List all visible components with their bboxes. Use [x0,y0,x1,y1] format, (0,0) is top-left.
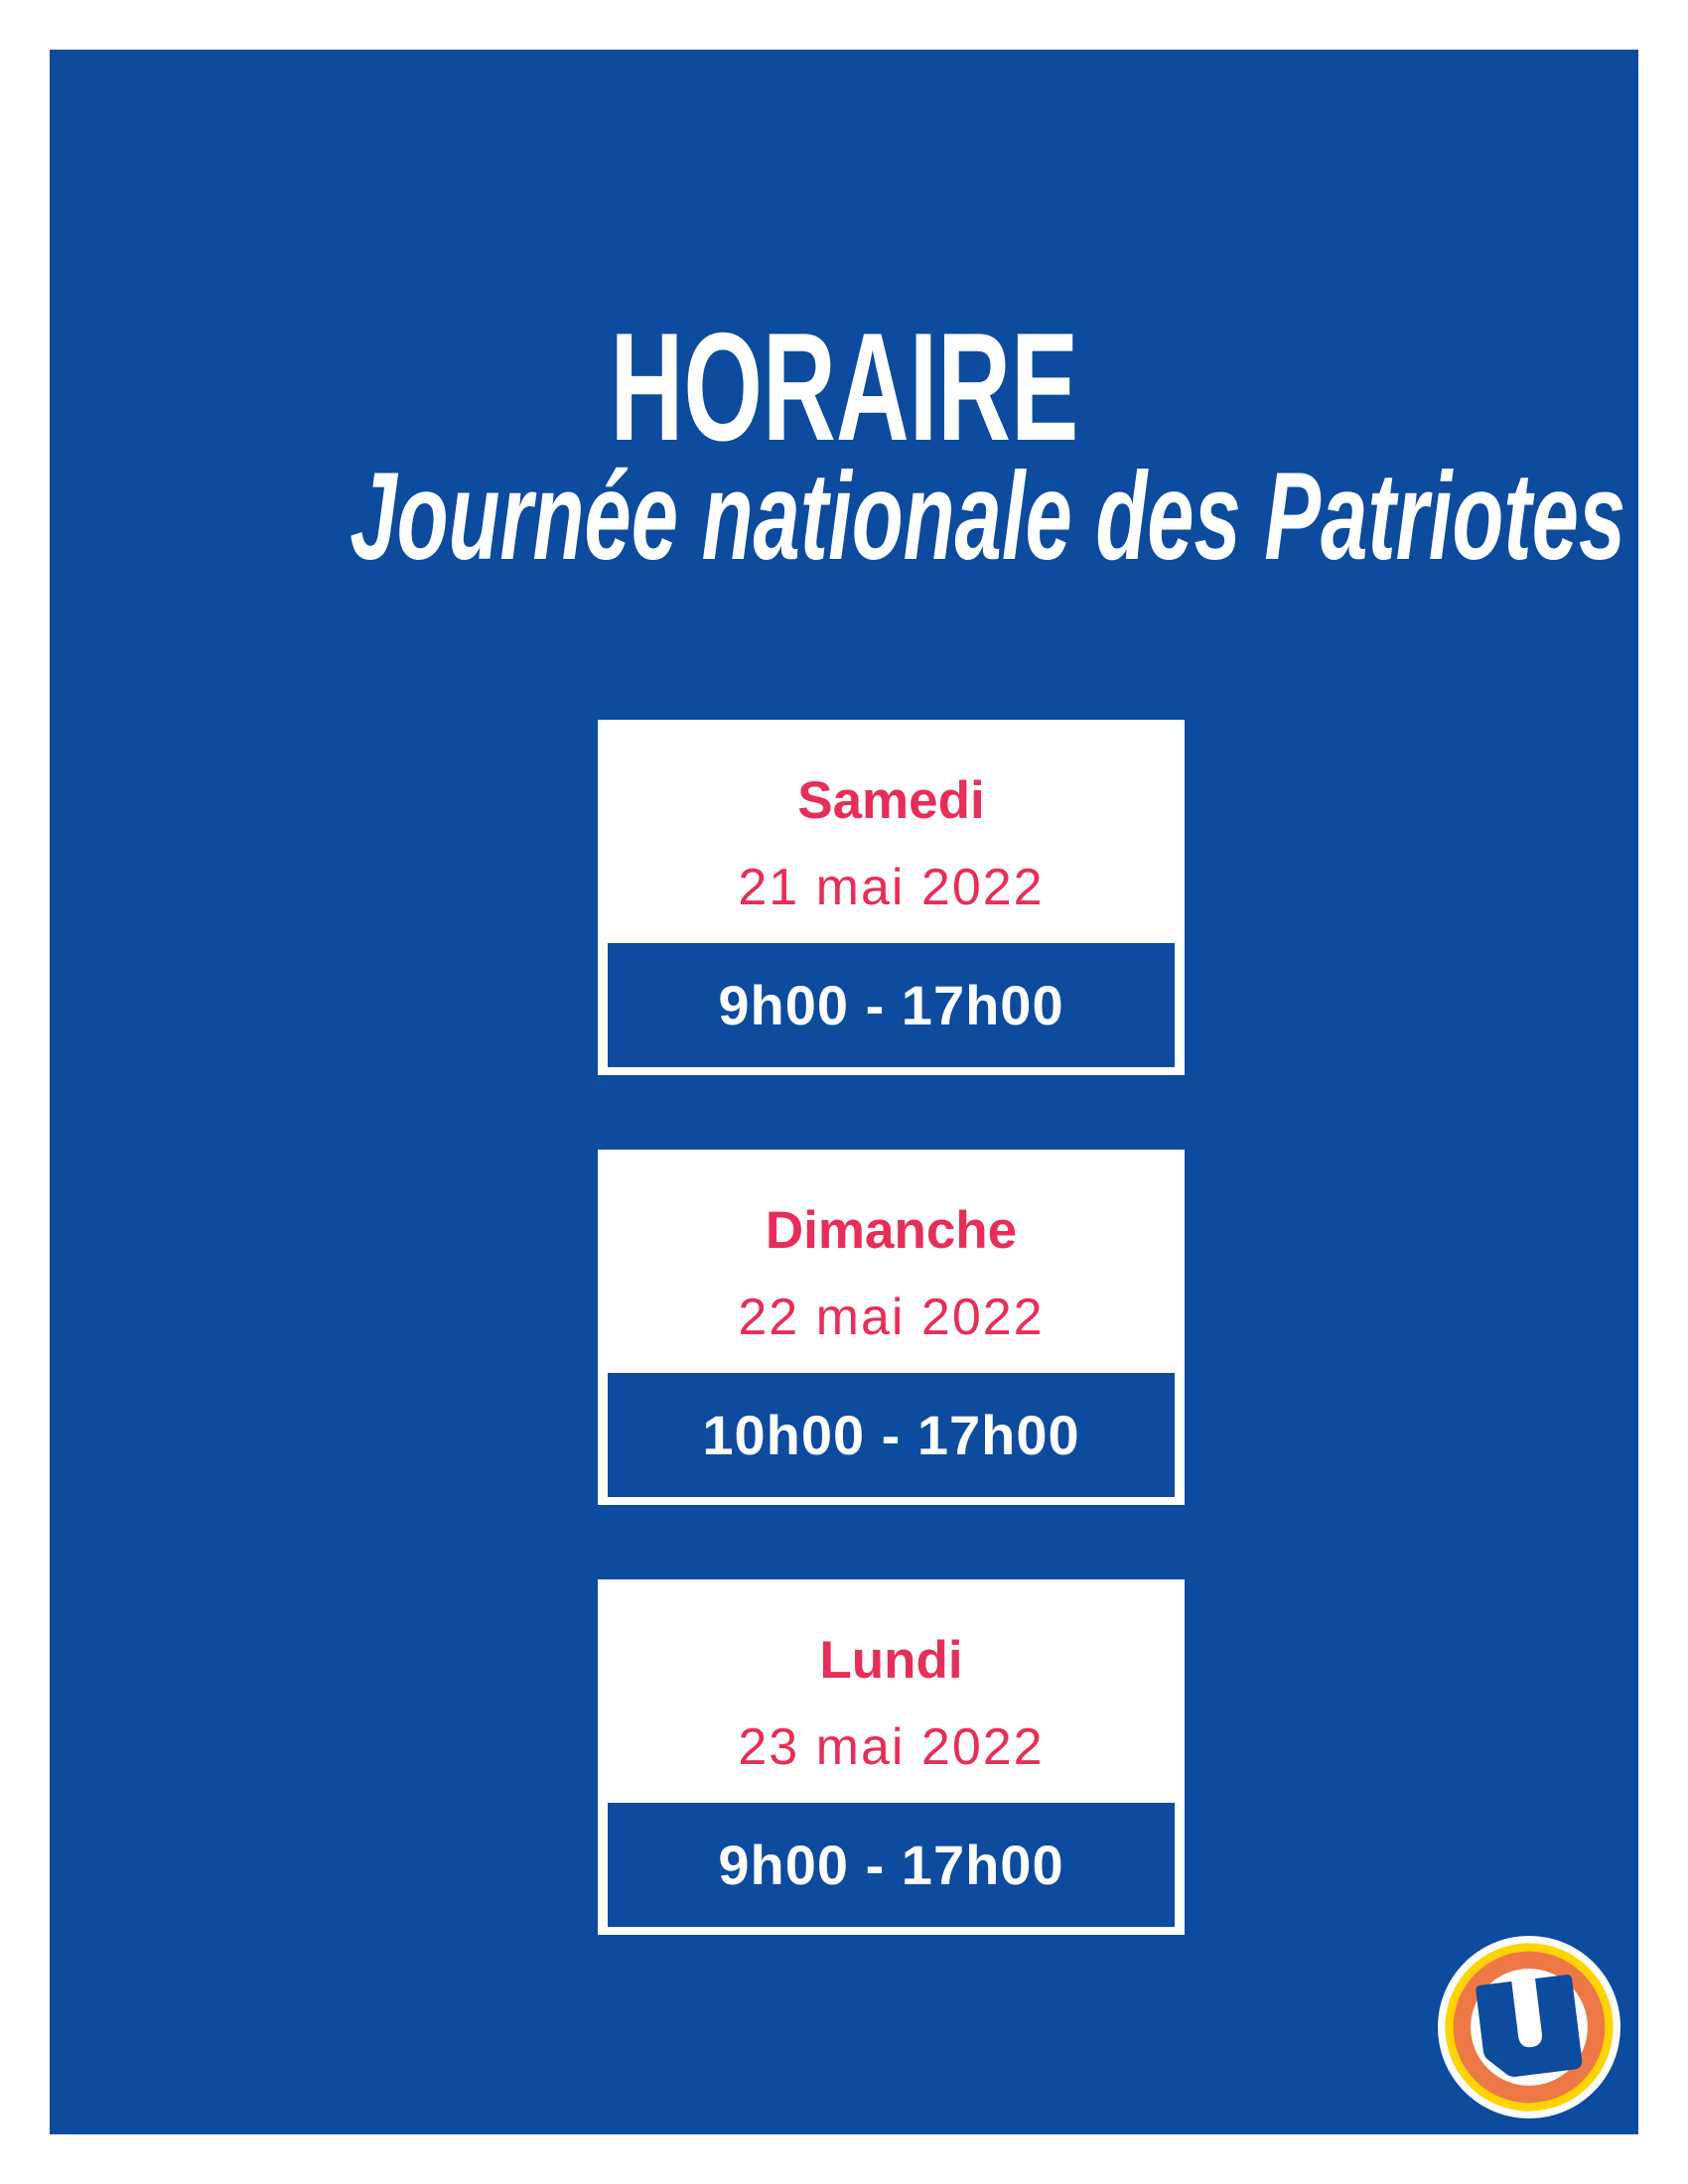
poster-title: HORAIRE [610,301,1078,473]
hours-label: 9h00 - 17h00 [718,1834,1064,1896]
hours-band [608,1373,1175,1497]
schedule-card-lundi [598,1579,1185,1935]
day-label: Lundi [819,1631,963,1690]
schedule-card-samedi [598,720,1185,1075]
hours-band [608,943,1175,1067]
date-label: 22 mai 2022 [738,1288,1045,1346]
date-label: 23 mai 2022 [738,1717,1045,1776]
day-label: Dimanche [765,1201,1018,1260]
hours-label: 9h00 - 17h00 [718,974,1064,1036]
poster-background [50,50,1638,2134]
hours-band [608,1803,1175,1927]
poster-subtitle: Journée nationale des Patriotes [350,448,1626,586]
schedule-card-dimanche [598,1150,1185,1505]
uniprix-u-logo-icon [1438,1936,1620,2118]
day-label: Samedi [797,771,985,830]
hours-label: 10h00 - 17h00 [702,1404,1080,1466]
date-label: 21 mai 2022 [738,858,1045,916]
subtitle-row [50,448,1638,586]
title-row [50,301,1638,473]
